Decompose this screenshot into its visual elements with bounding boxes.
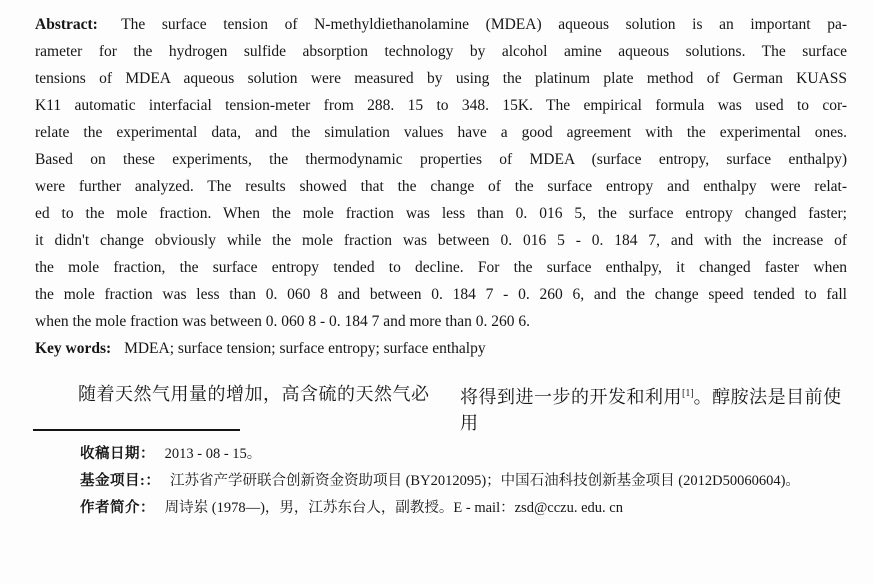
abstract-line: Based on these experiments, the thermodynamic properties of MDEA (surface entropy, surface enthalpy) [35,151,847,168]
footnote-fund-label: 基金项目:： [80,473,161,489]
abstract-label: Abstract: [35,16,98,33]
footnote-fund-text: 江苏省产学研联合创新资金资助项目 (BY2012095)；中国石油科技创新基金项目 (2012D50060604)。 [169,473,800,489]
abstract-line-text: The surface tension of N-methyldiethanolamine (MDEA) aqueous solution is an important pa- [121,16,847,33]
footnote-received-date [80,441,860,468]
citation-ref: [1] [682,388,694,399]
abstract-line: rameter for the hydrogen sulfide absorption technology by alcohol amine aqueous solutions. The surface [35,43,847,60]
abstract-line: tensions of MDEA aqueous solution were measured by using the platinum plate method of German KUASS [35,70,847,87]
abstract-line [35,11,847,38]
footnote-received-text: 2013 - 08 - 15。 [164,446,262,462]
keywords-line [35,335,847,362]
intro-left-column: 随着天然气用量的增加，高含硫的天然气必 [78,384,430,404]
intro-right-text: 。醇胺法是目前使用 [460,387,842,433]
footnote-author-label: 作者简介： [80,500,155,516]
abstract-line: ed to the mole fraction. When the mole fraction was less than 0. 016 5, the surface entropy changed faster; [35,205,847,222]
keywords-label: Key words: [35,340,112,357]
abstract-line: K11 automatic interfacial tension-meter from 288. 15 to 348. 15K. The empirical formula was used to cor- [35,97,847,114]
abstract-line: relate the experimental data, and the simulation values have a good agreement with the experimental ones. [35,124,847,141]
abstract-line: the mole fraction, the surface entropy tended to decline. For the surface enthalpy, it changed faster when [35,259,847,276]
footnote-fund-project [80,468,860,495]
footnote-divider [33,429,240,431]
intro-right-text: 将得到进一步的开发和利用 [460,387,682,407]
intro-right-column [460,381,847,436]
footnotes-block [80,441,860,522]
abstract-paragraph [35,11,847,362]
abstract-line: were further analyzed. The results showed that the change of the surface entropy and enthalpy were relat- [35,178,847,195]
abstract-line: the mole fraction was less than 0. 060 8 and between 0. 184 7 - 0. 260 6, and the change speed tended to fall [35,286,847,303]
footnote-author-text: 周诗岽 (1978—)，男，江苏东台人，副教授。E - mail：zsd@cczu. edu. cn [164,500,623,516]
footnote-received-label: 收稿日期： [80,446,155,462]
footnote-author-bio [80,495,860,522]
abstract-line: when the mole fraction was between 0. 060 8 - 0. 184 7 and more than 0. 260 6. [35,313,531,330]
abstract-line: it didn't change obviously while the mole fraction was between 0. 016 5 - 0. 184 7, and with the increase of [35,232,847,249]
keywords-text: MDEA; surface tension; surface entropy; surface enthalpy [124,340,486,357]
intro-paragraph [35,381,847,436]
